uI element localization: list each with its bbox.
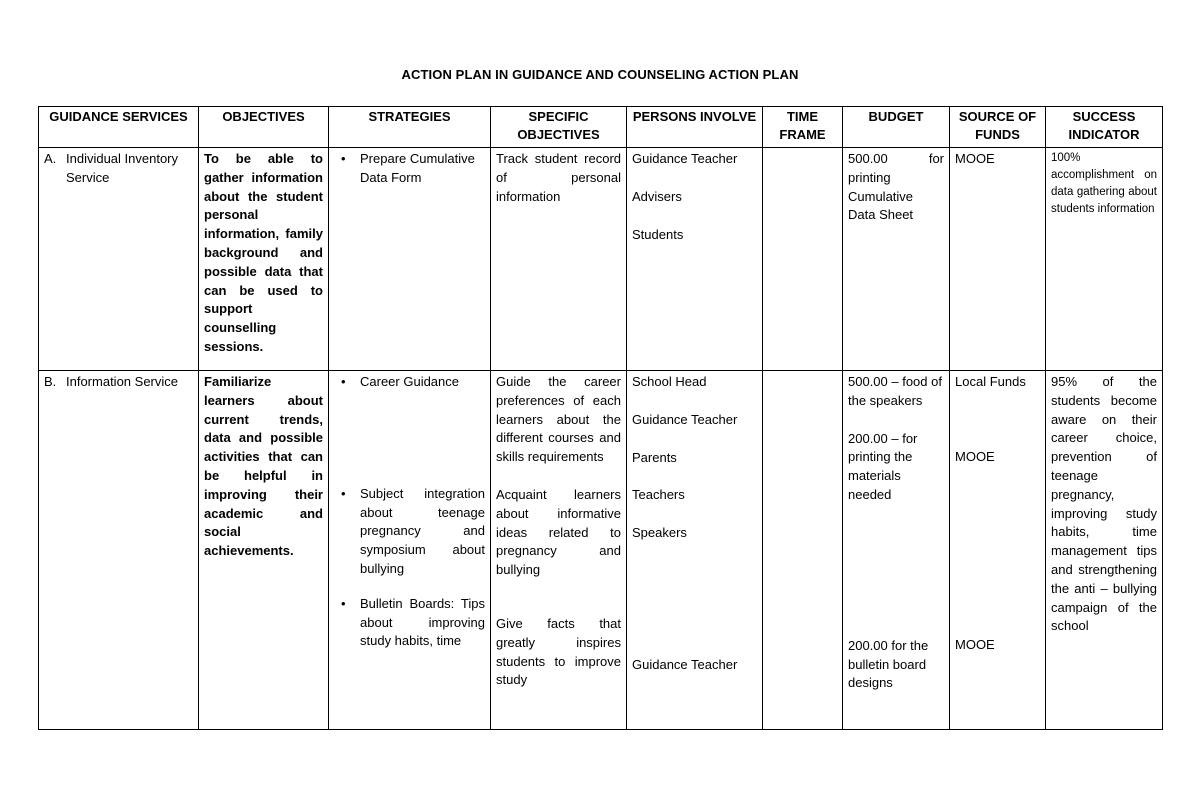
service-letter: B. <box>44 374 57 389</box>
specific-objectives-cell <box>491 371 627 730</box>
budget-cell: 500.00 for printing Cumulative Data Sheet <box>843 148 950 371</box>
persons-cell <box>627 148 763 371</box>
person-item: Advisers <box>632 188 682 204</box>
specific-objective-item: Give facts that greatly inspires students to improve study <box>496 615 621 688</box>
budget-item: 500.00 – food of the speakers <box>848 374 942 408</box>
person-item: Students <box>632 226 684 242</box>
bullet-icon: • <box>341 374 346 389</box>
time-frame-cell <box>763 148 843 371</box>
person-item: School Head <box>632 374 707 389</box>
header-guidance-services: GUIDANCE SERVICES <box>39 107 199 148</box>
table-row <box>39 148 1163 371</box>
strategy-item: • Prepare Cumulative Data Form <box>334 150 485 188</box>
person-item: Speakers <box>632 525 687 541</box>
budget-item: 200.00 for the bulletin board designs <box>848 637 929 691</box>
strategies-cell <box>329 148 491 371</box>
bullet-icon: • <box>341 485 346 501</box>
bullet-icon: • <box>341 151 346 166</box>
header-persons-involve: PERSONS INVOLVE <box>627 107 763 148</box>
service-letter: A. <box>44 151 57 166</box>
success-indicator-cell: 100% accomplishment on data gathering about students information <box>1046 148 1163 371</box>
specific-objective-item: Guide the career preferences of each learners about the different courses and skills requirements <box>496 374 621 465</box>
strategy-item: • Career Guidance <box>334 373 485 392</box>
source-cell: MOOE <box>950 148 1046 371</box>
person-item: Teachers <box>632 487 685 503</box>
person-item: Guidance Teacher <box>632 656 738 672</box>
header-time-frame: TIME FRAME <box>763 107 843 148</box>
service-cell <box>39 148 199 371</box>
header-budget: BUDGET <box>843 107 950 148</box>
person-item: Parents <box>632 449 677 465</box>
header-objectives: OBJECTIVES <box>199 107 329 148</box>
document-title: ACTION PLAN IN GUIDANCE AND COUNSELING ACTION PLAN <box>401 67 799 82</box>
table-header-row <box>39 107 1163 148</box>
action-plan-table <box>38 106 1163 730</box>
strategy-item: • Subject integration about teenage pregnancy and symposium about bullying <box>334 485 485 579</box>
specific-objectives-cell: Track student record of personal information <box>491 148 627 371</box>
strategy-item: • Bulletin Boards: Tips about improving study habits, time <box>334 595 485 651</box>
persons-cell <box>627 371 763 730</box>
specific-objective-item: Acquaint learners about informative ideas related to pregnancy and bullying <box>496 486 621 578</box>
service-name: Information Service <box>66 374 178 389</box>
source-cell <box>950 371 1046 730</box>
service-name: Individual Inventory Service <box>66 151 179 185</box>
source-item: MOOE <box>955 448 995 464</box>
source-item: MOOE <box>955 636 995 652</box>
service-cell <box>39 371 199 730</box>
person-item: Guidance Teacher <box>632 151 738 166</box>
budget-item: 200.00 – for printing the materials needed <box>848 430 918 502</box>
objective-cell: Familiarize learners about current trends, data and possible activities that can be helpful in improving their academic and social achievements. <box>199 371 329 730</box>
budget-cell <box>843 371 950 730</box>
header-specific-objectives: SPECIFIC OBJECTIVES <box>491 107 627 148</box>
header-success-indicator: SUCCESS INDICATOR <box>1046 107 1163 148</box>
header-source-of-funds: SOURCE OF FUNDS <box>950 107 1046 148</box>
table-row <box>39 371 1163 730</box>
bullet-icon: • <box>341 595 346 611</box>
strategies-cell <box>329 371 491 730</box>
source-item: Local Funds <box>955 374 1026 389</box>
objective-cell: To be able to gather information about the student personal information, family background and possible data that can be used to support counselling sessions. <box>199 148 329 371</box>
person-item: Guidance Teacher <box>632 411 738 427</box>
success-indicator-cell: 95% of the students become aware on their career choice, prevention of teenage pregnancy, improving study habits, time management tips and strengthening the anti – bullying campaign of the school <box>1046 371 1163 730</box>
time-frame-cell <box>763 371 843 730</box>
header-strategies: STRATEGIES <box>329 107 491 148</box>
